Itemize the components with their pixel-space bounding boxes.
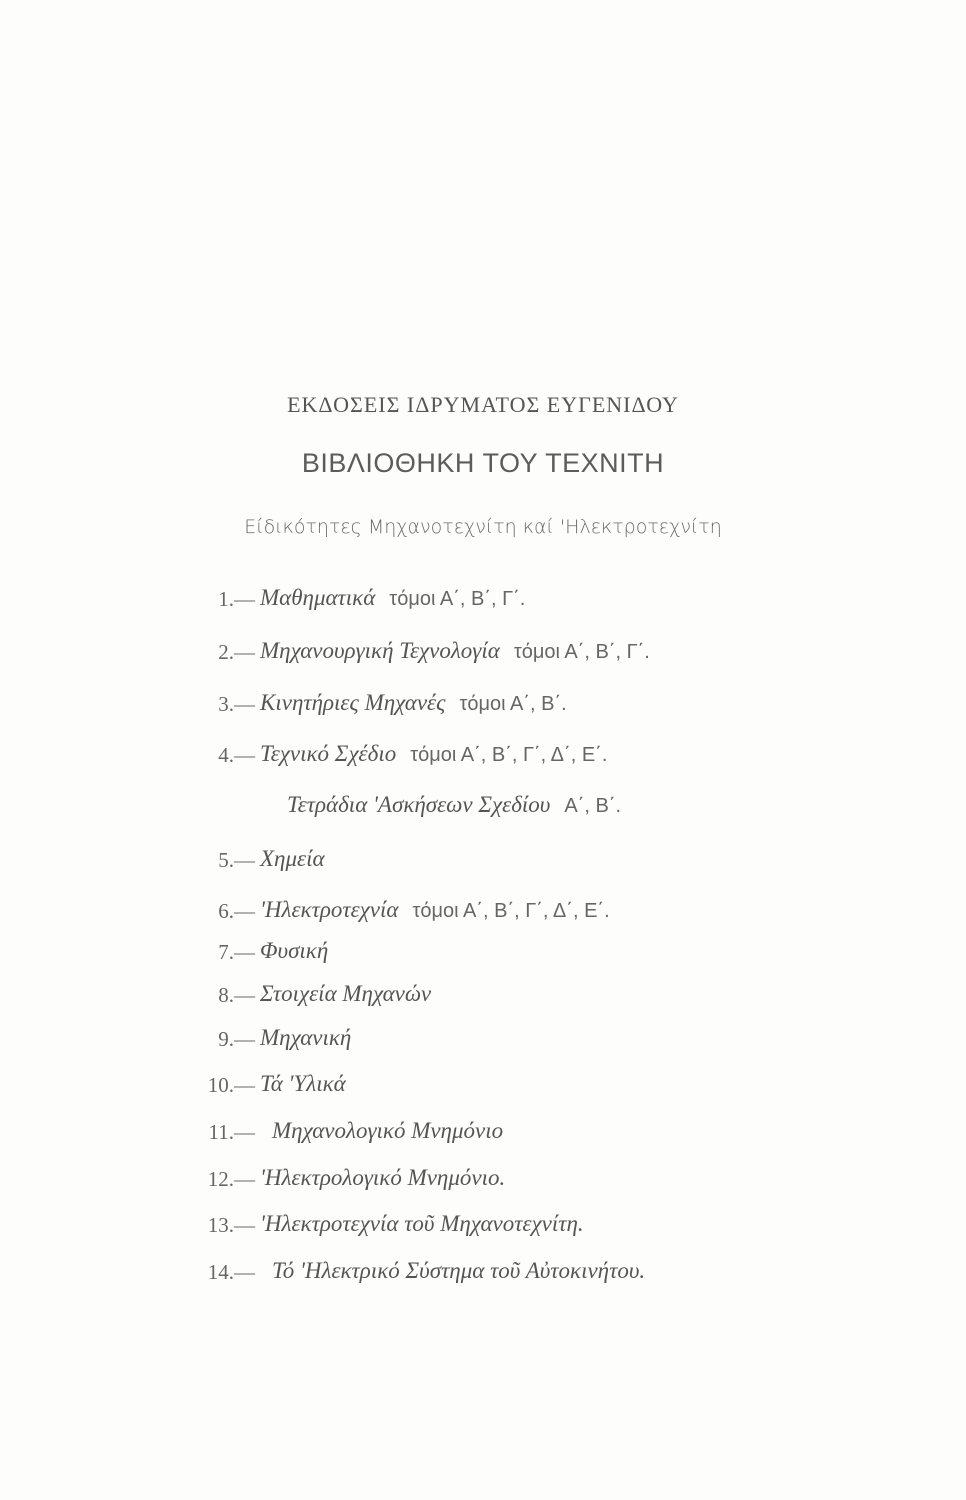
item-number: 12.— <box>207 1167 255 1191</box>
item-number: 6.— <box>218 899 255 923</box>
item-volumes: Α΄, Β΄. <box>564 795 622 817</box>
item-number: 5.— <box>218 848 255 872</box>
item-title: Μαθηματικά τόμοι Α΄, Β΄, Γ΄. <box>260 585 526 610</box>
item-title: 'Ηλεκτρολογικό Μνημόνιο. <box>260 1165 506 1190</box>
item-number: 3.— <box>218 692 255 716</box>
item-title: Χημεία <box>260 846 325 871</box>
item-volumes: τόμοι Α΄, Β΄, Γ΄, Δ΄, Ε΄. <box>410 744 608 766</box>
item-volumes: τόμοι Α΄, Β΄, Γ΄. <box>513 641 650 663</box>
item-number: 11.— <box>208 1120 255 1144</box>
item-number: 13.— <box>207 1213 255 1237</box>
specialty-subtitle: Είδικότητες Μηχανοτεχνίτη καί 'Ηλεκτροτεχνίτη <box>244 516 722 538</box>
item-volumes: τόμοι Α΄, Β΄, Γ΄. <box>389 588 526 610</box>
item-number: 2.— <box>218 640 255 664</box>
item-title: Κινητήριες Μηχανές τόμοι Α΄, Β΄. <box>260 690 567 715</box>
series-title: ΒΙΒΛΙΟΘΗΚΗ ΤΟΥ ΤΕΧΝΙΤΗ <box>301 448 665 478</box>
item-volumes: τόμοι Α΄, Β΄, Γ΄, Δ΄, Ε΄. <box>412 900 610 922</box>
item-number: 4.— <box>218 743 255 767</box>
item-number: 9.— <box>218 1027 255 1051</box>
item-title: Μηχανική <box>260 1025 352 1050</box>
item-title: Τό 'Ηλεκτρικό Σύστημα τοῦ Αὐτοκινήτου. <box>272 1258 646 1283</box>
item-volumes: τόμοι Α΄, Β΄. <box>459 693 567 715</box>
item-title: Τετράδια 'Ασκήσεων Σχεδίου Α΄, Β΄. <box>287 792 622 817</box>
item-title: Τεχνικό Σχέδιο τόμοι Α΄, Β΄, Γ΄, Δ΄, Ε΄. <box>260 741 608 766</box>
item-title: Τά 'Υλικά <box>260 1071 346 1096</box>
publisher-heading: ΕΚΔΟΣΕΙΣ ΙΔΡΥΜΑΤΟΣ ΕΥΓΕΝΙΔΟΥ <box>287 392 679 417</box>
item-number: 10.— <box>207 1073 255 1097</box>
item-title: Μηχανουργική Τεχνολογία τόμοι Α΄, Β΄, Γ΄. <box>260 638 650 663</box>
item-title: Στοιχεία Μηχανών <box>260 981 432 1006</box>
item-title: Μηχανολογικό Μνημόνιο <box>272 1118 504 1143</box>
item-title: 'Ηλεκτροτεχνία τοῦ Μηχανοτεχνίτη. <box>260 1211 584 1236</box>
item-title: 'Ηλεκτροτεχνία τόμοι Α΄, Β΄, Γ΄, Δ΄, Ε΄. <box>260 897 610 922</box>
item-number: 7.— <box>218 940 255 964</box>
item-number: 1.— <box>218 587 255 611</box>
item-number: 14.— <box>207 1260 255 1284</box>
item-title: Φυσική <box>260 938 329 963</box>
item-number: 8.— <box>218 983 255 1007</box>
